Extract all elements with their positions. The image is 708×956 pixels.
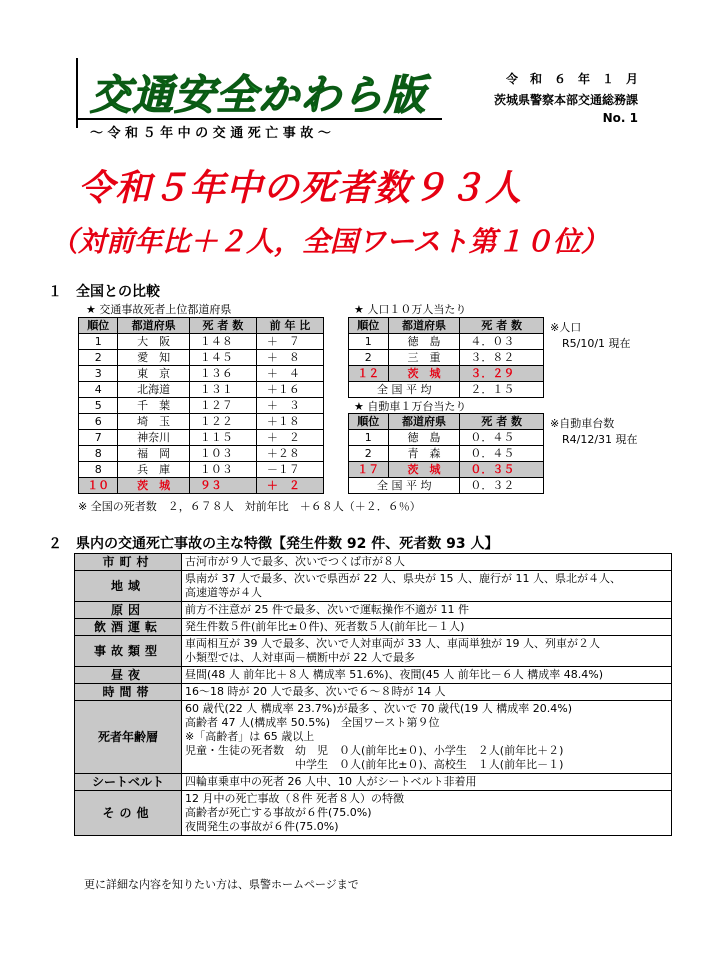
- feature-detail-line: 高齢者が死亡する事故が６件(75.0%): [185, 806, 372, 819]
- feature-row: [75, 554, 672, 571]
- table-row: [79, 366, 324, 382]
- feature-row: [75, 791, 672, 836]
- feature-row: [75, 602, 672, 619]
- table-cell: 6: [79, 414, 118, 430]
- column-header: 死 者 数: [460, 414, 544, 430]
- table-cell: 1: [79, 334, 118, 350]
- table-cell: 大 阪: [118, 334, 189, 350]
- table-cell: 神奈川: [118, 430, 189, 446]
- feature-label: シートベルト: [75, 774, 182, 791]
- feature-detail: [182, 774, 672, 791]
- table-cell: 茨 城: [118, 478, 189, 494]
- feature-detail-line: 四輪車乗車中の死者 26 人中、10 人がシートベルト非着用: [185, 775, 477, 788]
- table-row: [79, 398, 324, 414]
- table-cell: ＋ ８: [256, 350, 323, 366]
- table-cell: 兵 庫: [118, 462, 189, 478]
- feature-detail-line: 60 歳代(22 人 構成率 23.7%)が最多 、次いで 70 歳代(19 人 構成率 20.4%): [185, 702, 573, 715]
- table-cell: 愛 知: [118, 350, 189, 366]
- top-prefectures-table: [78, 317, 324, 494]
- table-cell: 徳 島: [388, 334, 460, 350]
- table-cell: 2: [349, 350, 389, 366]
- table-cell: １０３: [189, 446, 256, 462]
- column-header: 前 年 比: [256, 318, 323, 334]
- feature-detail-line: 16～18 時が 20 人で最多、次いで６～８時が 14 人: [185, 685, 446, 698]
- feature-label: 昼夜: [75, 667, 182, 684]
- table-row: [349, 334, 544, 350]
- vehicle-date-note: R4/12/31 現在: [562, 433, 638, 446]
- feature-label: 時間帯: [75, 684, 182, 701]
- table-b-title: ★ 人口１０万人当たり: [354, 303, 467, 316]
- table-cell: 千 葉: [118, 398, 189, 414]
- table-cell: ＋ ４: [256, 366, 323, 382]
- feature-label: 飲酒運転: [75, 619, 182, 636]
- table-row: [79, 382, 324, 398]
- feature-detail-line: 高速道等が４人: [185, 586, 262, 599]
- table-cell: １３６: [189, 366, 256, 382]
- table-cell: 東 京: [118, 366, 189, 382]
- table-cell: 北海道: [118, 382, 189, 398]
- feature-label: 市町村: [75, 554, 182, 571]
- feature-label: その他: [75, 791, 182, 836]
- table-cell: 4: [79, 382, 118, 398]
- feature-row: [75, 684, 672, 701]
- feature-detail: [182, 636, 672, 667]
- feature-label: 事故類型: [75, 636, 182, 667]
- table-cell: １０３: [189, 462, 256, 478]
- feature-detail-line: 車両相互が 39 人で最多、次いで人対車両が 33 人、車両単独が 19 人、列車が２人: [185, 637, 600, 650]
- table-cell: １２: [349, 366, 389, 382]
- table-cell: 茨 城: [388, 462, 460, 478]
- feature-detail-line: 小類型では、人対車両－横断中が 22 人で最多: [185, 651, 415, 664]
- vehicle-note: ※自動車台数: [550, 417, 615, 430]
- table-header-row: [349, 414, 544, 430]
- table-cell: 青 森: [388, 446, 460, 462]
- national-total-note: ※ 全国の死者数 ２，６７８人 対前年比 ＋６８人（＋２．６％）: [78, 500, 421, 513]
- department-name: 茨城県警察本部交通総務課: [493, 93, 638, 107]
- table-row: [79, 478, 324, 494]
- column-header: 都道府県: [388, 318, 460, 334]
- feature-row: [75, 701, 672, 774]
- feature-detail: [182, 571, 672, 602]
- feature-label: 死者年齢層: [75, 701, 182, 774]
- table-cell: 8: [79, 446, 118, 462]
- per-vehicle-table: [348, 413, 544, 494]
- table-row: [79, 414, 324, 430]
- table-cell: 徳 島: [388, 430, 460, 446]
- table-row: [349, 430, 544, 446]
- table-cell: ０．４５: [460, 446, 544, 462]
- table-row: [349, 478, 544, 494]
- per-population-table: [348, 317, 544, 398]
- features-table: [74, 553, 672, 836]
- feature-label: 原因: [75, 602, 182, 619]
- table-row: [349, 382, 544, 398]
- table-cell: ２．１５: [460, 382, 544, 398]
- column-header: 都道府県: [118, 318, 189, 334]
- feature-detail: [182, 602, 672, 619]
- section1-title: １ 全国との比較: [48, 284, 160, 300]
- section2-title: ２ 県内の交通死亡事故の主な特徴【発生件数 92 件、死者数 93 人】: [48, 536, 499, 552]
- feature-detail: [182, 667, 672, 684]
- table-c-title: ★ 自動車１万台当たり: [354, 400, 467, 413]
- table-header-row: [79, 318, 324, 334]
- feature-row: [75, 571, 672, 602]
- table-cell: －１７: [256, 462, 323, 478]
- column-header: 死 者 数: [189, 318, 256, 334]
- feature-detail-line: 前方不注意が 25 件で最多、次いで運転操作不適が 11 件: [185, 603, 469, 616]
- logo-title: 交通安全かわら版: [90, 71, 426, 119]
- table-cell: ０．３５: [460, 462, 544, 478]
- table-cell: 三 重: [388, 350, 460, 366]
- table-row: [79, 446, 324, 462]
- column-header: 順位: [349, 318, 389, 334]
- table-cell: ＋ ２: [256, 478, 323, 494]
- table-cell: １４８: [189, 334, 256, 350]
- table-row: [349, 446, 544, 462]
- column-header: 死 者 数: [460, 318, 544, 334]
- table-cell: 1: [349, 430, 389, 446]
- table-cell: １７: [349, 462, 389, 478]
- feature-detail-line: 児童・生徒の死者数 幼 児 ０人(前年比±０)、小学生 ２人(前年比＋２): [185, 744, 564, 757]
- table-cell: １２７: [189, 398, 256, 414]
- table-cell: ＋２８: [256, 446, 323, 462]
- table-cell: 2: [79, 350, 118, 366]
- feature-detail-line: ※「高齢者」は 65 歳以上: [185, 730, 315, 743]
- national-average-label: 全 国 平 均: [349, 382, 460, 398]
- footer-note: 更に詳細な内容を知りたい方は、県警ホームページまで: [84, 878, 359, 891]
- table-cell: １３１: [189, 382, 256, 398]
- table-row: [79, 334, 324, 350]
- subtitle: ～ 令 和 ５ 年 中 の 交 通 死 亡 事 故 ～: [90, 126, 331, 141]
- feature-detail-line: 昼間(48 人 前年比＋８人 構成率 51.6%)、夜間(45 人 前年比－６人 構成率 48.4%): [185, 668, 604, 681]
- table-cell: 3: [79, 366, 118, 382]
- table-row: [349, 462, 544, 478]
- column-header: 順位: [79, 318, 118, 334]
- table-cell: 福 岡: [118, 446, 189, 462]
- feature-detail-line: 夜間発生の事故が６件(75.0%): [185, 820, 339, 833]
- feature-detail: [182, 791, 672, 836]
- feature-detail-line: 高齢者 47 人(構成率 50.5%) 全国ワースト第９位: [185, 716, 440, 729]
- feature-detail-line: 発生件数５件(前年比±０件)、死者数５人(前年比－１人): [185, 620, 465, 633]
- issue-date: 令 和 ６ 年 １ 月: [505, 72, 638, 86]
- column-header: 順位: [349, 414, 389, 430]
- table-cell: ＋１８: [256, 414, 323, 430]
- table-cell: 2: [349, 446, 389, 462]
- feature-row: [75, 636, 672, 667]
- population-note: ※人口: [550, 321, 582, 334]
- table-cell: 茨 城: [388, 366, 460, 382]
- feature-detail: [182, 619, 672, 636]
- table-cell: ＋ ７: [256, 334, 323, 350]
- population-date-note: R5/10/1 現在: [562, 337, 631, 350]
- table-row: [79, 350, 324, 366]
- table-cell: ３．２９: [460, 366, 544, 382]
- headline-main: 令和５年中の死者数９３人: [78, 168, 523, 209]
- table-cell: 埼 玉: [118, 414, 189, 430]
- table-cell: 8: [79, 462, 118, 478]
- table-cell: １０: [79, 478, 118, 494]
- feature-label: 地域: [75, 571, 182, 602]
- table-cell: ＋１６: [256, 382, 323, 398]
- table-row: [79, 462, 324, 478]
- headline-sub: （対前年比＋２人，全国ワースト第１０位）: [50, 225, 609, 258]
- table-cell: 1: [349, 334, 389, 350]
- national-average-label: 全 国 平 均: [349, 478, 460, 494]
- issue-number: No. 1: [602, 111, 638, 125]
- table-row: [79, 430, 324, 446]
- table-cell: １２２: [189, 414, 256, 430]
- table-cell: ＋ ２: [256, 430, 323, 446]
- table-a-title: ★ 交通事故死者上位都道府県: [86, 303, 232, 316]
- feature-detail-line: 古河市が９人で最多、次いでつくば市が８人: [185, 555, 405, 568]
- feature-detail-line: 12 月中の死亡事故（８件 死者８人）の特徴: [185, 792, 404, 805]
- feature-detail: [182, 684, 672, 701]
- table-cell: ＋ ３: [256, 398, 323, 414]
- column-header: 都道府県: [388, 414, 460, 430]
- table-cell: １４５: [189, 350, 256, 366]
- table-cell: ３．８２: [460, 350, 544, 366]
- table-cell: 5: [79, 398, 118, 414]
- feature-detail-line: 中学生 ０人(前年比±０)、高校生 １人(前年比－１): [185, 758, 564, 771]
- feature-row: [75, 774, 672, 791]
- table-cell: ０．４５: [460, 430, 544, 446]
- feature-detail: [182, 554, 672, 571]
- feature-detail-line: 県南が 37 人で最多、次いで県西が 22 人、県央が 15 人、鹿行が 11 人、県北が４人、: [185, 572, 621, 585]
- table-cell: ９３: [189, 478, 256, 494]
- table-cell: １１５: [189, 430, 256, 446]
- feature-row: [75, 619, 672, 636]
- table-header-row: [349, 318, 544, 334]
- table-row: [349, 366, 544, 382]
- table-row: [349, 350, 544, 366]
- table-cell: 7: [79, 430, 118, 446]
- table-cell: ４．０３: [460, 334, 544, 350]
- feature-row: [75, 667, 672, 684]
- table-cell: ０．３２: [460, 478, 544, 494]
- feature-detail: [182, 701, 672, 774]
